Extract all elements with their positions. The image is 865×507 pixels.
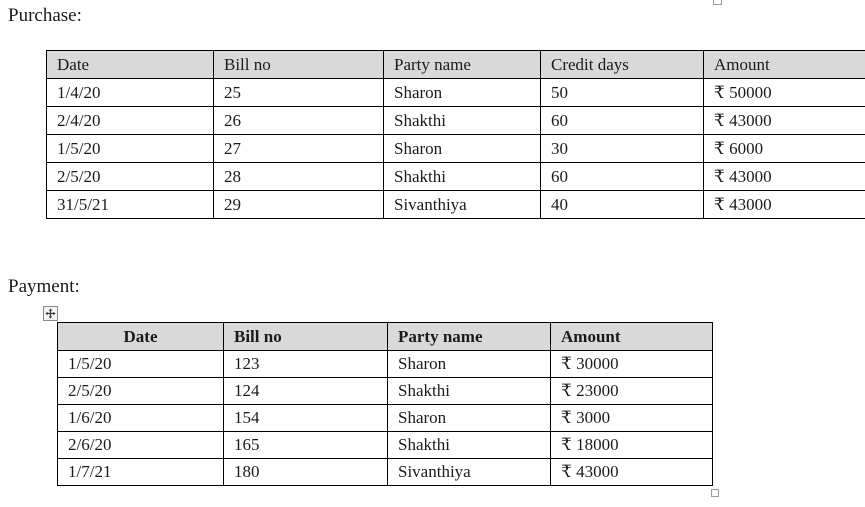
table-cell[interactable]: ₹ 18000	[551, 432, 713, 459]
table-cell[interactable]: 2/4/20	[47, 107, 214, 135]
table-cell[interactable]: 2/5/20	[47, 163, 214, 191]
purchase-heading[interactable]: Purchase:	[8, 5, 82, 26]
table-cell[interactable]: 28	[214, 163, 384, 191]
table-cell[interactable]: ₹ 3000	[551, 405, 713, 432]
table-cell[interactable]: ₹ 30000	[551, 351, 713, 378]
table-cell[interactable]: 30	[541, 135, 704, 163]
payment-table	[57, 322, 713, 486]
table-row	[58, 432, 713, 459]
table-cell[interactable]: 2/6/20	[58, 432, 224, 459]
table-cell[interactable]: ₹ 23000	[551, 378, 713, 405]
table-cell[interactable]: ₹ 43000	[704, 107, 865, 135]
table-row	[47, 79, 865, 107]
table-cell[interactable]: ₹ 6000	[704, 135, 865, 163]
table-handle-square-top[interactable]	[713, 0, 722, 5]
table-cell[interactable]: 31/5/21	[47, 191, 214, 219]
column-header[interactable]: Date	[47, 51, 214, 79]
table-cell[interactable]: 123	[224, 351, 388, 378]
table-cell[interactable]: 124	[224, 378, 388, 405]
table-cell[interactable]: 1/5/20	[47, 135, 214, 163]
table-resize-handle[interactable]	[711, 489, 719, 497]
column-header[interactable]: Party name	[388, 323, 551, 351]
table-cell[interactable]: 1/7/21	[58, 459, 224, 486]
table-row	[47, 135, 865, 163]
table-cell[interactable]: ₹ 43000	[704, 191, 865, 219]
table-cell[interactable]: 1/4/20	[47, 79, 214, 107]
table-cell[interactable]: Sivanthiya	[384, 191, 541, 219]
payment-heading[interactable]: Payment:	[8, 276, 80, 297]
table-row	[47, 191, 865, 219]
table-cell[interactable]: 27	[214, 135, 384, 163]
table-cell[interactable]: Shakthi	[388, 378, 551, 405]
column-header[interactable]: Date	[58, 323, 224, 351]
table-row	[58, 351, 713, 378]
table-cell[interactable]: 165	[224, 432, 388, 459]
table-cell[interactable]: Shakthi	[388, 432, 551, 459]
purchase-table	[46, 50, 865, 219]
table-cell[interactable]: 1/5/20	[58, 351, 224, 378]
table-cell[interactable]: 154	[224, 405, 388, 432]
table-row	[58, 405, 713, 432]
table-cell[interactable]: Sivanthiya	[388, 459, 551, 486]
table-cell[interactable]: 180	[224, 459, 388, 486]
table-cell[interactable]: Sharon	[384, 135, 541, 163]
table-cell[interactable]: 26	[214, 107, 384, 135]
table-cell[interactable]: 40	[541, 191, 704, 219]
table-cell[interactable]: 60	[541, 163, 704, 191]
move-icon	[45, 308, 56, 319]
table-cell[interactable]: 1/6/20	[58, 405, 224, 432]
column-header[interactable]: Amount	[704, 51, 865, 79]
table-move-handle[interactable]	[43, 306, 58, 321]
table-cell[interactable]: 50	[541, 79, 704, 107]
table-cell[interactable]: ₹ 50000	[704, 79, 865, 107]
table-row	[47, 163, 865, 191]
table-row	[58, 378, 713, 405]
table-cell[interactable]: 60	[541, 107, 704, 135]
purchase-header-row	[47, 51, 865, 79]
table-cell[interactable]: Shakthi	[384, 107, 541, 135]
table-cell[interactable]: 25	[214, 79, 384, 107]
table-cell[interactable]: 29	[214, 191, 384, 219]
table-cell[interactable]: Sharon	[384, 79, 541, 107]
table-row	[58, 459, 713, 486]
table-row	[47, 107, 865, 135]
column-header[interactable]: Credit days	[541, 51, 704, 79]
column-header[interactable]: Amount	[551, 323, 713, 351]
table-cell[interactable]: 2/5/20	[58, 378, 224, 405]
column-header[interactable]: Bill no	[214, 51, 384, 79]
table-cell[interactable]: ₹ 43000	[704, 163, 865, 191]
column-header[interactable]: Party name	[384, 51, 541, 79]
table-cell[interactable]: Sharon	[388, 405, 551, 432]
payment-header-row	[58, 323, 713, 351]
table-cell[interactable]: ₹ 43000	[551, 459, 713, 486]
table-cell[interactable]: Sharon	[388, 351, 551, 378]
column-header[interactable]: Bill no	[224, 323, 388, 351]
table-cell[interactable]: Shakthi	[384, 163, 541, 191]
